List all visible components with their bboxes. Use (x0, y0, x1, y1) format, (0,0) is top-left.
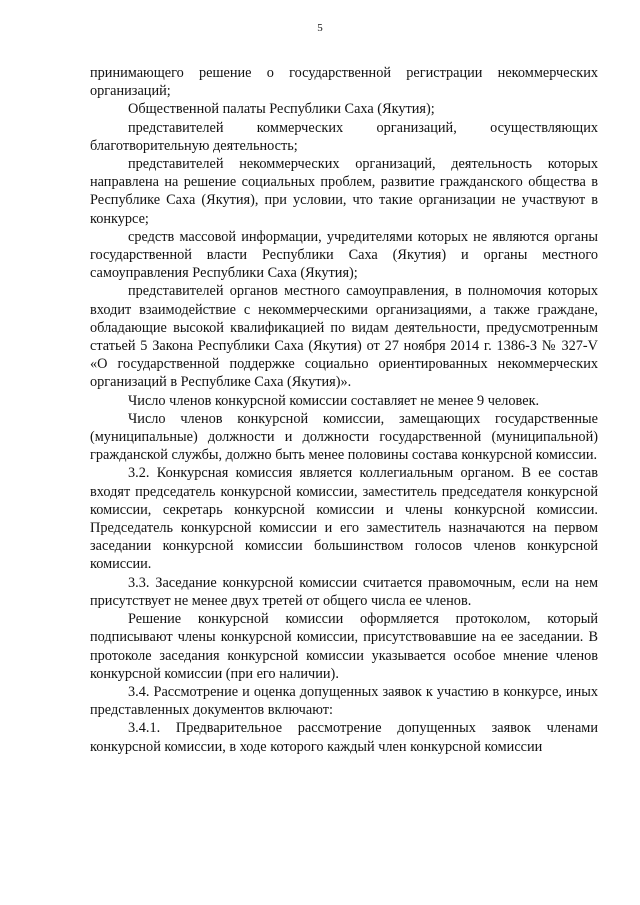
page-number: 5 (317, 22, 323, 34)
paragraph-member-count: Число членов конкурсной комиссии составляет не менее 9 человек. (128, 392, 540, 409)
paragraph-protocol: Решение конкурсной комиссии оформляется протоколом, который подписывают члены конкурсной комиссии, присутствовавшие на ее заседании. В протоколе заседания конкурсной комиссии указывается особое мнение членов конкурсной комиссии (при его наличии). (90, 611, 598, 682)
paragraph-continuation: принимающего решение о государственной регистрации некоммерческих организаций; (90, 65, 598, 100)
paragraph-mass-media: средств массовой информации, учредителями которых не являются органы государственной власти Республики Саха (Якутия) и органы местного самоуправления Республики Саха (Якутия); (90, 228, 598, 282)
paragraph-civil-servants: Число членов конкурсной комиссии, замещающих государственные (муниципальные) должности и должности государственной (муниципальной) гражданской службы, должно быть менее половины состава конкурсной комиссии. (90, 410, 598, 464)
paragraph-3-4: 3.4. Рассмотрение и оценка допущенных заявок к участию в конкурсе, иных представленных документов включают: (90, 683, 598, 719)
paragraph-3-3: 3.3. Заседание конкурсной комиссии считается правомочным, если на нем присутствует не менее двух третей от общего числа ее членов. (90, 574, 598, 609)
document-body (90, 64, 598, 756)
paragraph-3-4-1: 3.4.1. Предварительное рассмотрение допущенных заявок членами конкурсной комиссии, в ходе которого каждый член конкурсной комиссии (90, 720, 598, 755)
paragraph-commercial-orgs: представителей коммерческих организаций, осуществляющих благотворительную деятельность; (90, 119, 598, 154)
paragraph-nonprofit-orgs: представителей некоммерческих организаций, деятельность которых направлена на решение социальных проблем, развитие гражданского общества в Республике Саха (Якутия), при условии, что такие организации не участвуют в конкурсе; (90, 156, 598, 227)
paragraph-local-government: представителей органов местного самоуправления, в полномочия которых входит взаимодействие с некоммерческими организациями, а также граждане, обладающие высокой квалификацией по видам деятельности, предусмотренным статьей 5 Закона Республики Саха (Якутия) от 27 ноября 2014 г. 1386-З № 327-V «О государственной поддержке социально ориентированных некоммерческих организаций в Республике Саха (Якутия)». (90, 283, 598, 391)
paragraph-3-2: 3.2. Конкурсная комиссия является коллегиальным органом. В ее состав входят председатель конкурсной комиссии, заместитель председателя конкурсной комиссии, секретарь конкурсной комиссии и члены конкурсной комиссии. Председатель конкурсной комиссии и его заместитель назначаются на первом заседании конкурсной комиссии большинством голосов членов конкурсной комиссии. (90, 465, 598, 573)
paragraph-public-chamber: Общественной палаты Республики Саха (Якутия); (128, 101, 435, 118)
